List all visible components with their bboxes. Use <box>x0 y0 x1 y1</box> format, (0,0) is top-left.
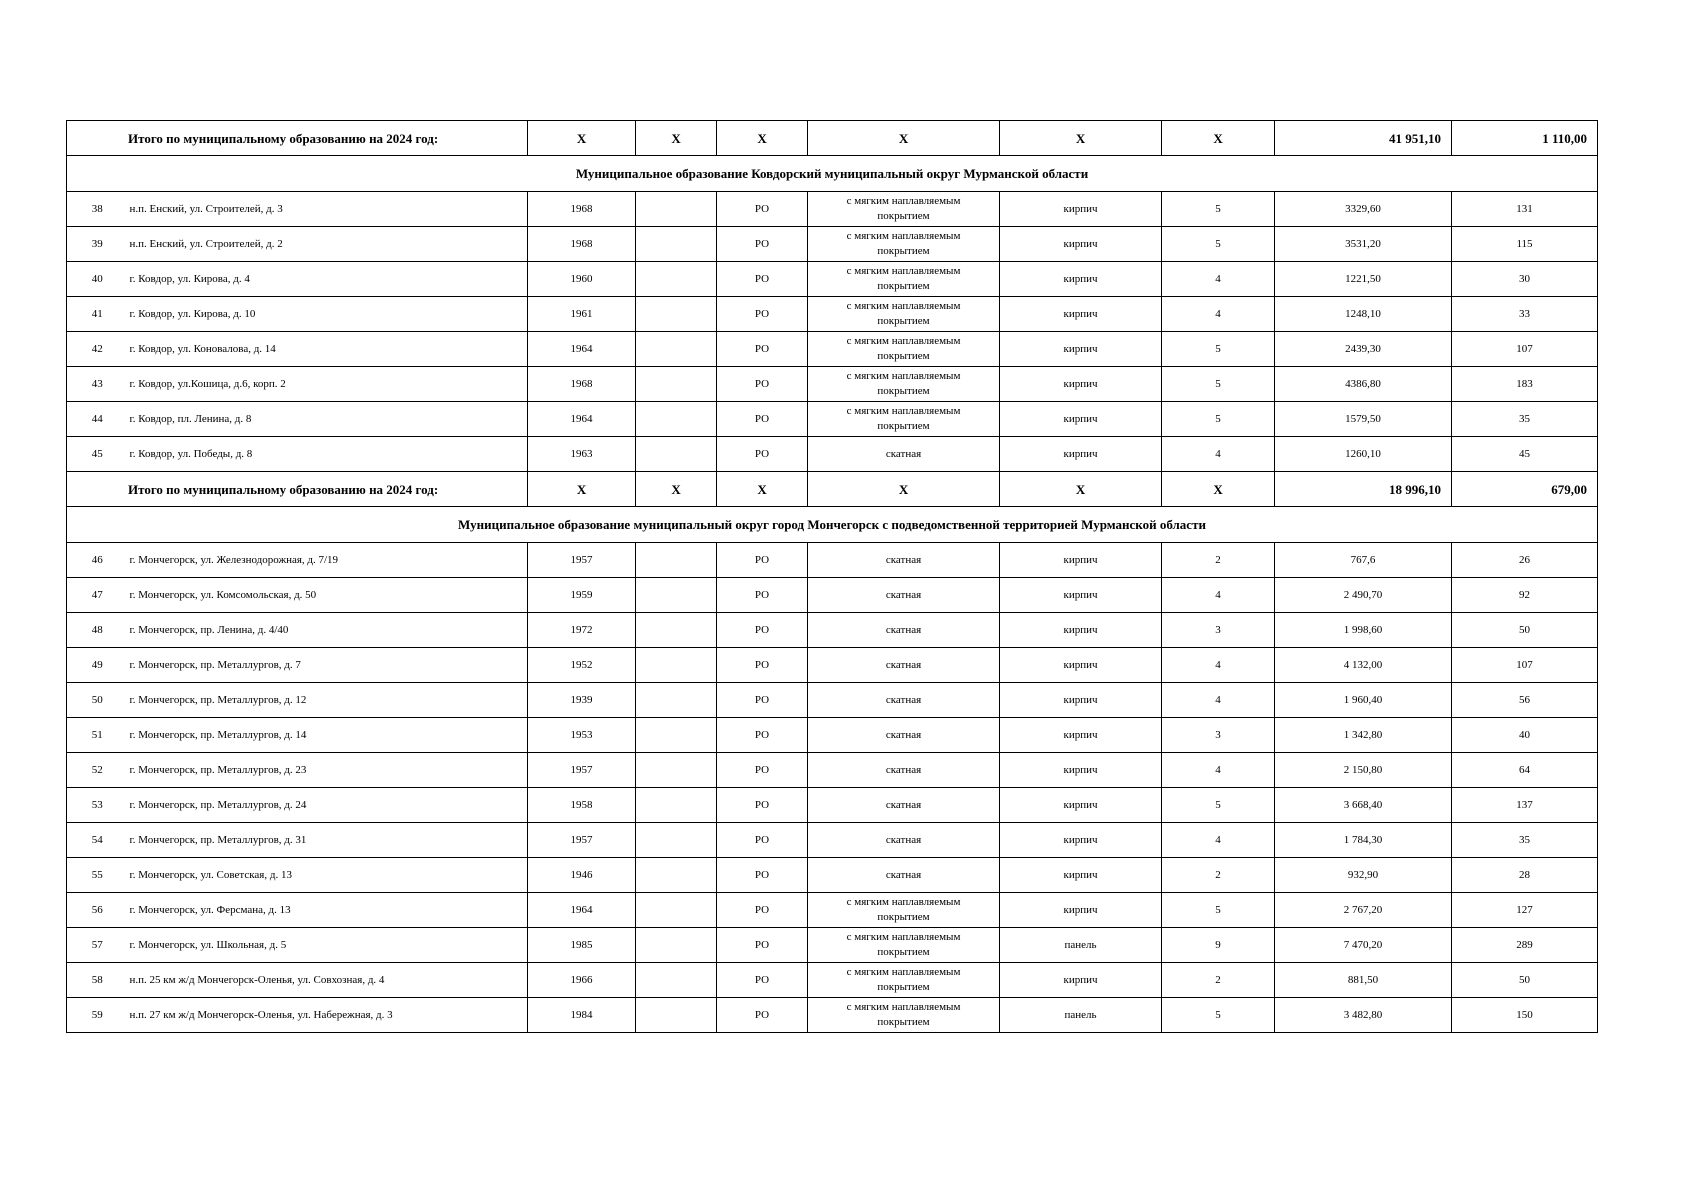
year-cell: 1968 <box>528 367 636 402</box>
table-row <box>67 578 1598 613</box>
wall-cell: кирпич <box>1000 227 1162 262</box>
table-row <box>67 893 1598 928</box>
type-cell: РО <box>717 367 808 402</box>
table-row <box>67 683 1598 718</box>
row-number: 48 <box>67 613 128 648</box>
floors-cell: 5 <box>1162 192 1275 227</box>
x-mark: X <box>528 472 636 507</box>
table-row <box>67 192 1598 227</box>
row-number: 53 <box>67 788 128 823</box>
area-cell: 1221,50 <box>1275 262 1452 297</box>
year-cell: 1939 <box>528 683 636 718</box>
address-cell: н.п. 25 км ж/д Мончегорск-Оленья, ул. Совхозная, д. 4 <box>128 963 528 998</box>
row-number: 45 <box>67 437 128 472</box>
table-row <box>67 858 1598 893</box>
empty-cell <box>636 998 717 1033</box>
total-row <box>67 121 1598 156</box>
section-title: Муниципальное образование муниципальный округ город Мончегорск с подведомственной территорией Мурманской области <box>67 507 1598 543</box>
roof-cell: скатная <box>808 683 1000 718</box>
year-cell: 1960 <box>528 262 636 297</box>
total-area: 41 951,10 <box>1275 121 1452 156</box>
residents-cell: 107 <box>1452 332 1598 367</box>
x-mark: X <box>808 472 1000 507</box>
row-number: 54 <box>67 823 128 858</box>
empty-cell <box>636 718 717 753</box>
floors-cell: 5 <box>1162 367 1275 402</box>
roof-cell: с мягким наплавляемым покрытием <box>808 297 1000 332</box>
row-number: 46 <box>67 543 128 578</box>
area-cell: 767,6 <box>1275 543 1452 578</box>
wall-cell: панель <box>1000 928 1162 963</box>
section-header-row <box>67 507 1598 543</box>
floors-cell: 5 <box>1162 788 1275 823</box>
type-cell: РО <box>717 683 808 718</box>
empty-cell <box>636 297 717 332</box>
empty-cell <box>636 823 717 858</box>
floors-cell: 9 <box>1162 928 1275 963</box>
empty-cell <box>636 227 717 262</box>
total-residents: 679,00 <box>1452 472 1598 507</box>
row-number: 51 <box>67 718 128 753</box>
roof-cell: скатная <box>808 437 1000 472</box>
area-cell: 1 342,80 <box>1275 718 1452 753</box>
empty-cell <box>636 648 717 683</box>
floors-cell: 5 <box>1162 998 1275 1033</box>
address-cell: г. Мончегорск, ул. Комсомольская, д. 50 <box>128 578 528 613</box>
residents-cell: 127 <box>1452 893 1598 928</box>
wall-cell: кирпич <box>1000 893 1162 928</box>
total-label: Итого по муниципальному образованию на 2024 год: <box>67 121 528 156</box>
roof-cell: с мягким наплавляемым покрытием <box>808 192 1000 227</box>
empty-cell <box>636 332 717 367</box>
table-row <box>67 648 1598 683</box>
area-cell: 932,90 <box>1275 858 1452 893</box>
type-cell: РО <box>717 613 808 648</box>
x-mark: X <box>717 121 808 156</box>
area-cell: 2 767,20 <box>1275 893 1452 928</box>
roof-cell: скатная <box>808 823 1000 858</box>
empty-cell <box>636 402 717 437</box>
floors-cell: 4 <box>1162 823 1275 858</box>
type-cell: РО <box>717 192 808 227</box>
total-area: 18 996,10 <box>1275 472 1452 507</box>
empty-cell <box>636 437 717 472</box>
roof-cell: скатная <box>808 788 1000 823</box>
year-cell: 1963 <box>528 437 636 472</box>
address-cell: н.п. Енский, ул. Строителей, д. 3 <box>128 192 528 227</box>
floors-cell: 4 <box>1162 297 1275 332</box>
x-mark: X <box>717 472 808 507</box>
type-cell: РО <box>717 718 808 753</box>
residents-cell: 35 <box>1452 402 1598 437</box>
row-number: 55 <box>67 858 128 893</box>
residents-cell: 115 <box>1452 227 1598 262</box>
empty-cell <box>636 893 717 928</box>
area-cell: 3 668,40 <box>1275 788 1452 823</box>
type-cell: РО <box>717 648 808 683</box>
row-number: 59 <box>67 998 128 1033</box>
year-cell: 1946 <box>528 858 636 893</box>
year-cell: 1972 <box>528 613 636 648</box>
area-cell: 4 132,00 <box>1275 648 1452 683</box>
address-cell: г. Мончегорск, пр. Металлургов, д. 24 <box>128 788 528 823</box>
residents-cell: 50 <box>1452 613 1598 648</box>
year-cell: 1966 <box>528 963 636 998</box>
type-cell: РО <box>717 893 808 928</box>
empty-cell <box>636 858 717 893</box>
table-row <box>67 963 1598 998</box>
table-row <box>67 332 1598 367</box>
address-cell: г. Ковдор, ул. Кирова, д. 10 <box>128 297 528 332</box>
area-cell: 1 784,30 <box>1275 823 1452 858</box>
floors-cell: 4 <box>1162 648 1275 683</box>
type-cell: РО <box>717 753 808 788</box>
table-row <box>67 543 1598 578</box>
table-row <box>67 297 1598 332</box>
type-cell: РО <box>717 332 808 367</box>
residents-cell: 183 <box>1452 367 1598 402</box>
roof-cell: с мягким наплавляемым покрытием <box>808 227 1000 262</box>
table-row <box>67 402 1598 437</box>
x-mark: X <box>1000 472 1162 507</box>
residents-cell: 26 <box>1452 543 1598 578</box>
empty-cell <box>636 578 717 613</box>
empty-cell <box>636 928 717 963</box>
year-cell: 1961 <box>528 297 636 332</box>
address-cell: г. Мончегорск, пр. Металлургов, д. 12 <box>128 683 528 718</box>
residents-cell: 64 <box>1452 753 1598 788</box>
wall-cell: кирпич <box>1000 683 1162 718</box>
floors-cell: 4 <box>1162 753 1275 788</box>
residents-cell: 131 <box>1452 192 1598 227</box>
wall-cell: кирпич <box>1000 753 1162 788</box>
area-cell: 3329,60 <box>1275 192 1452 227</box>
empty-cell <box>636 683 717 718</box>
floors-cell: 4 <box>1162 437 1275 472</box>
total-label: Итого по муниципальному образованию на 2024 год: <box>67 472 528 507</box>
floors-cell: 3 <box>1162 613 1275 648</box>
roof-cell: с мягким наплавляемым покрытием <box>808 893 1000 928</box>
floors-cell: 5 <box>1162 893 1275 928</box>
area-cell: 3 482,80 <box>1275 998 1452 1033</box>
residents-cell: 30 <box>1452 262 1598 297</box>
area-cell: 1 960,40 <box>1275 683 1452 718</box>
year-cell: 1968 <box>528 227 636 262</box>
type-cell: РО <box>717 823 808 858</box>
row-number: 47 <box>67 578 128 613</box>
area-cell: 4386,80 <box>1275 367 1452 402</box>
x-mark: X <box>1162 121 1275 156</box>
address-cell: н.п. 27 км ж/д Мончегорск-Оленья, ул. Набережная, д. 3 <box>128 998 528 1033</box>
row-number: 43 <box>67 367 128 402</box>
residents-cell: 289 <box>1452 928 1598 963</box>
wall-cell: кирпич <box>1000 963 1162 998</box>
year-cell: 1957 <box>528 753 636 788</box>
table-row <box>67 928 1598 963</box>
address-cell: г. Мончегорск, пр. Металлургов, д. 23 <box>128 753 528 788</box>
row-number: 56 <box>67 893 128 928</box>
year-cell: 1957 <box>528 543 636 578</box>
residents-cell: 150 <box>1452 998 1598 1033</box>
year-cell: 1959 <box>528 578 636 613</box>
wall-cell: кирпич <box>1000 613 1162 648</box>
table-row <box>67 718 1598 753</box>
wall-cell: кирпич <box>1000 297 1162 332</box>
type-cell: РО <box>717 788 808 823</box>
roof-cell: скатная <box>808 753 1000 788</box>
row-number: 50 <box>67 683 128 718</box>
roof-cell: скатная <box>808 613 1000 648</box>
x-mark: X <box>1000 121 1162 156</box>
floors-cell: 3 <box>1162 718 1275 753</box>
table-row <box>67 788 1598 823</box>
year-cell: 1952 <box>528 648 636 683</box>
total-row <box>67 472 1598 507</box>
year-cell: 1957 <box>528 823 636 858</box>
roof-cell: с мягким наплавляемым покрытием <box>808 402 1000 437</box>
area-cell: 1579,50 <box>1275 402 1452 437</box>
residents-cell: 40 <box>1452 718 1598 753</box>
empty-cell <box>636 192 717 227</box>
floors-cell: 4 <box>1162 262 1275 297</box>
year-cell: 1984 <box>528 998 636 1033</box>
address-cell: г. Ковдор, ул. Победы, д. 8 <box>128 437 528 472</box>
address-cell: г. Мончегорск, пр. Ленина, д. 4/40 <box>128 613 528 648</box>
roof-cell: скатная <box>808 858 1000 893</box>
address-cell: г. Ковдор, ул.Кошица, д.6, корп. 2 <box>128 367 528 402</box>
wall-cell: панель <box>1000 998 1162 1033</box>
table-row <box>67 753 1598 788</box>
year-cell: 1964 <box>528 332 636 367</box>
roof-cell: скатная <box>808 718 1000 753</box>
residents-cell: 56 <box>1452 683 1598 718</box>
residents-cell: 33 <box>1452 297 1598 332</box>
year-cell: 1964 <box>528 402 636 437</box>
wall-cell: кирпич <box>1000 367 1162 402</box>
floors-cell: 2 <box>1162 963 1275 998</box>
roof-cell: с мягким наплавляемым покрытием <box>808 367 1000 402</box>
area-cell: 2439,30 <box>1275 332 1452 367</box>
year-cell: 1953 <box>528 718 636 753</box>
row-number: 49 <box>67 648 128 683</box>
type-cell: РО <box>717 963 808 998</box>
empty-cell <box>636 367 717 402</box>
type-cell: РО <box>717 402 808 437</box>
area-cell: 1260,10 <box>1275 437 1452 472</box>
address-cell: г. Ковдор, ул. Кирова, д. 4 <box>128 262 528 297</box>
empty-cell <box>636 543 717 578</box>
floors-cell: 4 <box>1162 683 1275 718</box>
row-number: 58 <box>67 963 128 998</box>
roof-cell: скатная <box>808 648 1000 683</box>
roof-cell: с мягким наплавляемым покрытием <box>808 928 1000 963</box>
address-cell: г. Мончегорск, пр. Металлургов, д. 7 <box>128 648 528 683</box>
row-number: 41 <box>67 297 128 332</box>
type-cell: РО <box>717 297 808 332</box>
area-cell: 7 470,20 <box>1275 928 1452 963</box>
table-row <box>67 613 1598 648</box>
empty-cell <box>636 613 717 648</box>
address-cell: г. Мончегорск, ул. Советская, д. 13 <box>128 858 528 893</box>
wall-cell: кирпич <box>1000 648 1162 683</box>
area-cell: 881,50 <box>1275 963 1452 998</box>
area-cell: 1 998,60 <box>1275 613 1452 648</box>
floors-cell: 2 <box>1162 858 1275 893</box>
year-cell: 1958 <box>528 788 636 823</box>
table-row <box>67 437 1598 472</box>
floors-cell: 5 <box>1162 227 1275 262</box>
wall-cell: кирпич <box>1000 262 1162 297</box>
table-row <box>67 823 1598 858</box>
area-cell: 2 490,70 <box>1275 578 1452 613</box>
row-number: 39 <box>67 227 128 262</box>
area-cell: 3531,20 <box>1275 227 1452 262</box>
type-cell: РО <box>717 858 808 893</box>
x-mark: X <box>528 121 636 156</box>
wall-cell: кирпич <box>1000 332 1162 367</box>
roof-cell: скатная <box>808 578 1000 613</box>
wall-cell: кирпич <box>1000 578 1162 613</box>
roof-cell: с мягким наплавляемым покрытием <box>808 332 1000 367</box>
table-row <box>67 262 1598 297</box>
row-number: 57 <box>67 928 128 963</box>
type-cell: РО <box>717 543 808 578</box>
x-mark: X <box>636 472 717 507</box>
x-mark: X <box>1162 472 1275 507</box>
roof-cell: скатная <box>808 543 1000 578</box>
wall-cell: кирпич <box>1000 543 1162 578</box>
residents-cell: 45 <box>1452 437 1598 472</box>
housing-table <box>66 120 1598 1033</box>
address-cell: г. Мончегорск, пр. Металлургов, д. 31 <box>128 823 528 858</box>
area-cell: 1248,10 <box>1275 297 1452 332</box>
empty-cell <box>636 753 717 788</box>
empty-cell <box>636 788 717 823</box>
residents-cell: 35 <box>1452 823 1598 858</box>
table-body <box>67 121 1598 1033</box>
roof-cell: с мягким наплавляемым покрытием <box>808 963 1000 998</box>
year-cell: 1985 <box>528 928 636 963</box>
row-number: 40 <box>67 262 128 297</box>
residents-cell: 28 <box>1452 858 1598 893</box>
type-cell: РО <box>717 227 808 262</box>
floors-cell: 2 <box>1162 543 1275 578</box>
wall-cell: кирпич <box>1000 823 1162 858</box>
x-mark: X <box>636 121 717 156</box>
year-cell: 1964 <box>528 893 636 928</box>
year-cell: 1968 <box>528 192 636 227</box>
floors-cell: 4 <box>1162 578 1275 613</box>
row-number: 44 <box>67 402 128 437</box>
table-row <box>67 998 1598 1033</box>
wall-cell: кирпич <box>1000 437 1162 472</box>
area-cell: 2 150,80 <box>1275 753 1452 788</box>
address-cell: г. Ковдор, ул. Коновалова, д. 14 <box>128 332 528 367</box>
type-cell: РО <box>717 928 808 963</box>
floors-cell: 5 <box>1162 332 1275 367</box>
wall-cell: кирпич <box>1000 788 1162 823</box>
empty-cell <box>636 963 717 998</box>
residents-cell: 137 <box>1452 788 1598 823</box>
table-row <box>67 367 1598 402</box>
total-residents: 1 110,00 <box>1452 121 1598 156</box>
section-title: Муниципальное образование Ковдорский муниципальный округ Мурманской области <box>67 156 1598 192</box>
address-cell: г. Ковдор, пл. Ленина, д. 8 <box>128 402 528 437</box>
wall-cell: кирпич <box>1000 858 1162 893</box>
roof-cell: с мягким наплавляемым покрытием <box>808 998 1000 1033</box>
address-cell: г. Мончегорск, ул. Ферсмана, д. 13 <box>128 893 528 928</box>
wall-cell: кирпич <box>1000 718 1162 753</box>
residents-cell: 92 <box>1452 578 1598 613</box>
type-cell: РО <box>717 998 808 1033</box>
type-cell: РО <box>717 437 808 472</box>
row-number: 42 <box>67 332 128 367</box>
type-cell: РО <box>717 578 808 613</box>
address-cell: н.п. Енский, ул. Строителей, д. 2 <box>128 227 528 262</box>
roof-cell: с мягким наплавляемым покрытием <box>808 262 1000 297</box>
floors-cell: 5 <box>1162 402 1275 437</box>
address-cell: г. Мончегорск, ул. Железнодорожная, д. 7/19 <box>128 543 528 578</box>
row-number: 38 <box>67 192 128 227</box>
address-cell: г. Мончегорск, ул. Школьная, д. 5 <box>128 928 528 963</box>
row-number: 52 <box>67 753 128 788</box>
wall-cell: кирпич <box>1000 402 1162 437</box>
x-mark: X <box>808 121 1000 156</box>
section-header-row <box>67 156 1598 192</box>
empty-cell <box>636 262 717 297</box>
table-row <box>67 227 1598 262</box>
residents-cell: 50 <box>1452 963 1598 998</box>
wall-cell: кирпич <box>1000 192 1162 227</box>
residents-cell: 107 <box>1452 648 1598 683</box>
address-cell: г. Мончегорск, пр. Металлургов, д. 14 <box>128 718 528 753</box>
type-cell: РО <box>717 262 808 297</box>
